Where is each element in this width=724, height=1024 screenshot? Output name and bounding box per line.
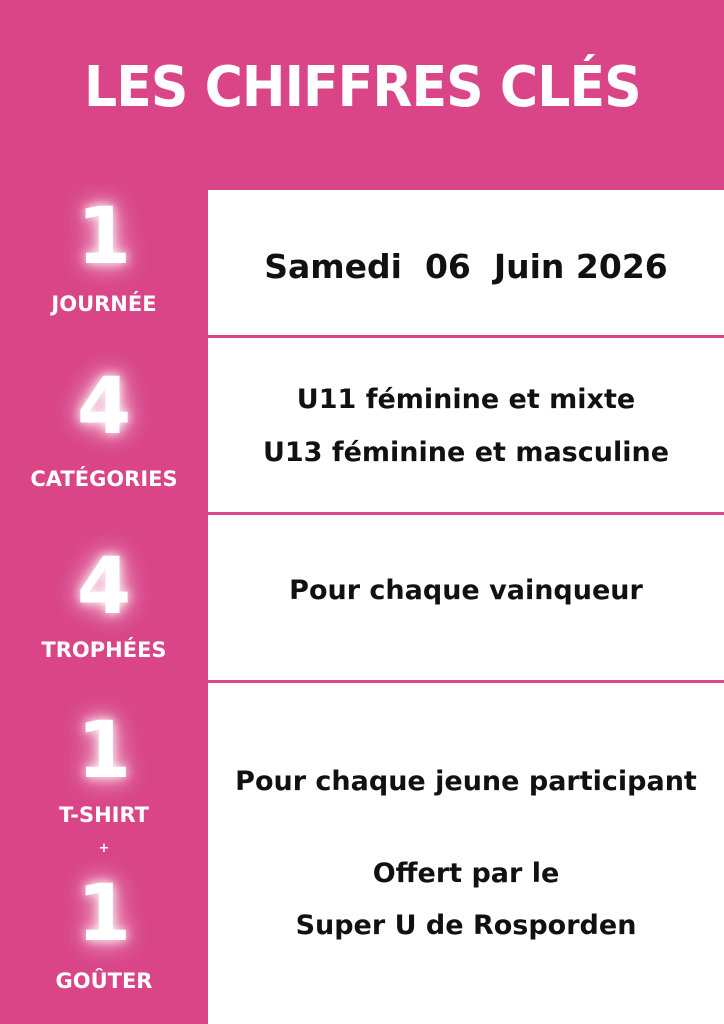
row-divider-1: [0, 335, 724, 338]
row-2-text-line-1: U11 féminine et mixte: [296, 384, 636, 415]
row-4-text-line-3: Super U de Rosporden: [295, 910, 637, 941]
row-4-number-2: 1: [76, 869, 132, 959]
row-3-number: 4: [76, 542, 132, 632]
row-4-label-2: GOÛTER: [55, 969, 153, 993]
page-title: LES CHIFFRES CLÉS: [83, 54, 641, 120]
row-2-label: CATÉGORIES: [30, 467, 178, 491]
row-4-label: T-SHIRT: [58, 803, 150, 827]
row-4-text-line-1: Pour chaque jeune participant: [235, 766, 697, 797]
row-3-label: TROPHÉES: [41, 638, 167, 662]
row-4-plus-sign: +: [98, 841, 110, 856]
header-banner: [0, 0, 724, 190]
row-divider-3: [0, 680, 724, 683]
row-2-text-line-2: U13 féminine et masculine: [262, 437, 670, 468]
row-1-label: JOURNÉE: [51, 292, 157, 316]
row-1-number: 1: [76, 192, 132, 282]
row-2-number: 4: [76, 362, 132, 452]
content-panel: [208, 190, 724, 1024]
row-divider-2: [0, 512, 724, 515]
row-3-text-line-1: Pour chaque vainqueur: [289, 575, 643, 606]
row-4-number: 1: [76, 706, 132, 796]
row-1-text-date: Samedi 06 Juin 2026: [264, 247, 668, 286]
row-4-text-line-2: Offert par le: [372, 858, 560, 889]
